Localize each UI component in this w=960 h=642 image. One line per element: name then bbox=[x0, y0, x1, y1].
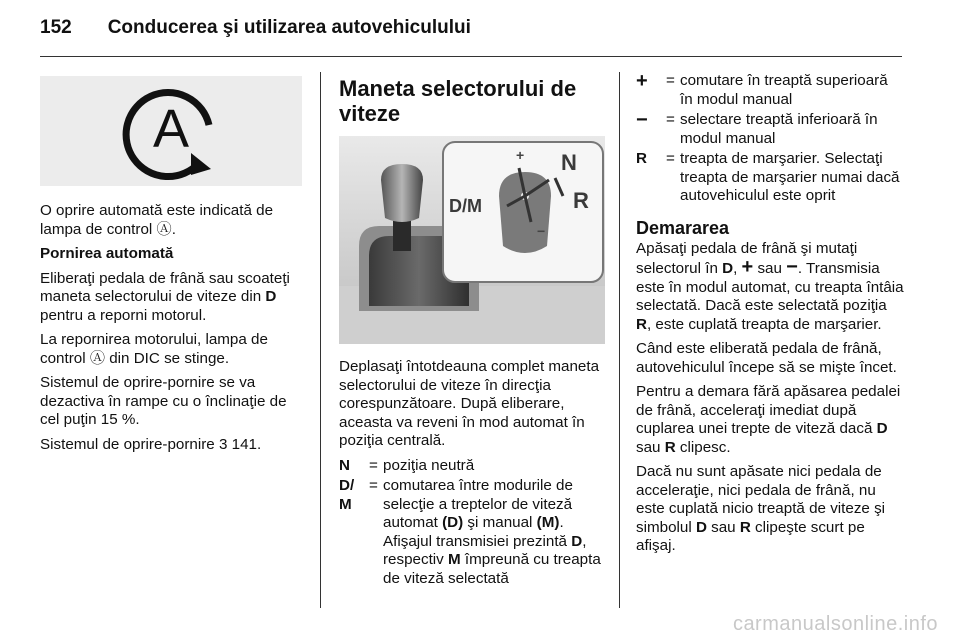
column-2 bbox=[339, 72, 605, 594]
auto-stop-A-symbol bbox=[111, 81, 231, 181]
photo-label-r: R bbox=[573, 188, 589, 213]
watermark: carmanualsonline.info bbox=[732, 613, 938, 635]
page-number: 152 bbox=[40, 17, 72, 38]
photo-label-minus: − bbox=[537, 223, 546, 239]
plus-icon: + bbox=[741, 256, 754, 278]
paragraph-lever-usage: Deplasaţi întotdeauna complet maneta selectorului de viteze în direcţia corespunzătoare. După eliberare, aceasta va reveni în mod automat în poziţia centrală. bbox=[339, 358, 600, 449]
paragraph-auto-stop: O oprire automată este indicată de lampa de control Ⓐ. bbox=[40, 202, 274, 238]
column-divider-1 bbox=[320, 72, 321, 608]
photo-label-dm: D/M bbox=[449, 196, 482, 216]
column-1 bbox=[40, 72, 306, 460]
definition-row: D/ M = comutarea între modurile de selecţie a treptelor de viteză automat (D) şi manual (M). Afişajul transmisiei prezintă D, respectiv M împreună cu treapta de viteză selectată bbox=[339, 477, 601, 587]
auto-stop-lamp-icon: Ⓐ bbox=[156, 220, 172, 238]
header-rule bbox=[40, 56, 902, 57]
paragraph-deactivate: Sistemul de oprire-pornire se va dezactiva în rampe cu o înclinaţie de cel puţin 15 %. bbox=[40, 374, 287, 428]
definition-row: R = treapta de marşarier. Selectaţi treapta de marşarier numai dacă autovehiculul este oprit bbox=[636, 150, 900, 204]
column-divider-2 bbox=[619, 72, 620, 608]
auto-stop-lamp-icon: Ⓐ bbox=[89, 349, 105, 367]
section-heading-selector-lever: Maneta selectorului de viteze bbox=[339, 76, 577, 126]
page-title: Conducerea şi utilizarea autovehiculului bbox=[107, 17, 471, 38]
svg-text:A: A bbox=[152, 99, 190, 159]
photo-label-n: N bbox=[561, 150, 577, 175]
paragraph-no-pedal: Dacă nu sunt apăsate nici pedala de acceleraţie, nici pedala de frână, nu este cuplată nicio treaptă de viteze şi simbolul D sau R clipeşte scurt pe afişaj. bbox=[636, 463, 886, 554]
minus-icon: − bbox=[636, 109, 648, 131]
subheading-auto-start: Pornirea automată bbox=[40, 245, 174, 262]
paragraph-start-procedure: Apăsaţi pedala de frână şi mutaţi selectorul în D, + sau −. Transmisia este în modul automat, cu treapta întâia selectată. Dacă este selectată poziţia R, este cuplată treapta de marşarier. bbox=[636, 239, 904, 333]
definition-row: + = comutare în treaptă superioară în modul manual bbox=[636, 70, 888, 108]
column-3 bbox=[636, 72, 904, 562]
page-header bbox=[40, 8, 471, 48]
paragraph-restart: La repornirea motorului, lampa de control Ⓐ din DIC se stinge. bbox=[40, 331, 268, 367]
page-reference-icon: 3 bbox=[218, 435, 228, 453]
definition-list-positions bbox=[339, 457, 605, 589]
plus-icon: + bbox=[636, 70, 648, 92]
paragraph-auto-start: Eliberaţi pedala de frână sau scoateţi maneta selectorului de viteze din D pentru a reporni motorul. bbox=[40, 269, 290, 324]
auto-stop-A-icon bbox=[40, 76, 302, 186]
gear-selector-photo bbox=[339, 136, 605, 344]
photo-label-plus: + bbox=[516, 147, 525, 163]
paragraph-creep: Când este eliberată pedala de frână, autovehiculul începe să se mişte încet. bbox=[636, 340, 897, 376]
section-heading-starting: Demararea bbox=[636, 217, 730, 238]
minus-icon: − bbox=[786, 256, 798, 278]
definition-row: N = poziţia neutră bbox=[339, 456, 475, 474]
paragraph-reference: Sistemul de oprire-pornire 3 141. bbox=[40, 435, 262, 453]
definition-list-manual bbox=[636, 72, 904, 206]
definition-row: − = selectare treaptă inferioară în modul manual bbox=[636, 109, 878, 147]
paragraph-no-brake-start: Pentru a demara fără apăsarea pedalei de frână, acceleraţi imediat după cuplarea unei trepte de viteză dacă D sau R clipesc. bbox=[636, 383, 901, 456]
